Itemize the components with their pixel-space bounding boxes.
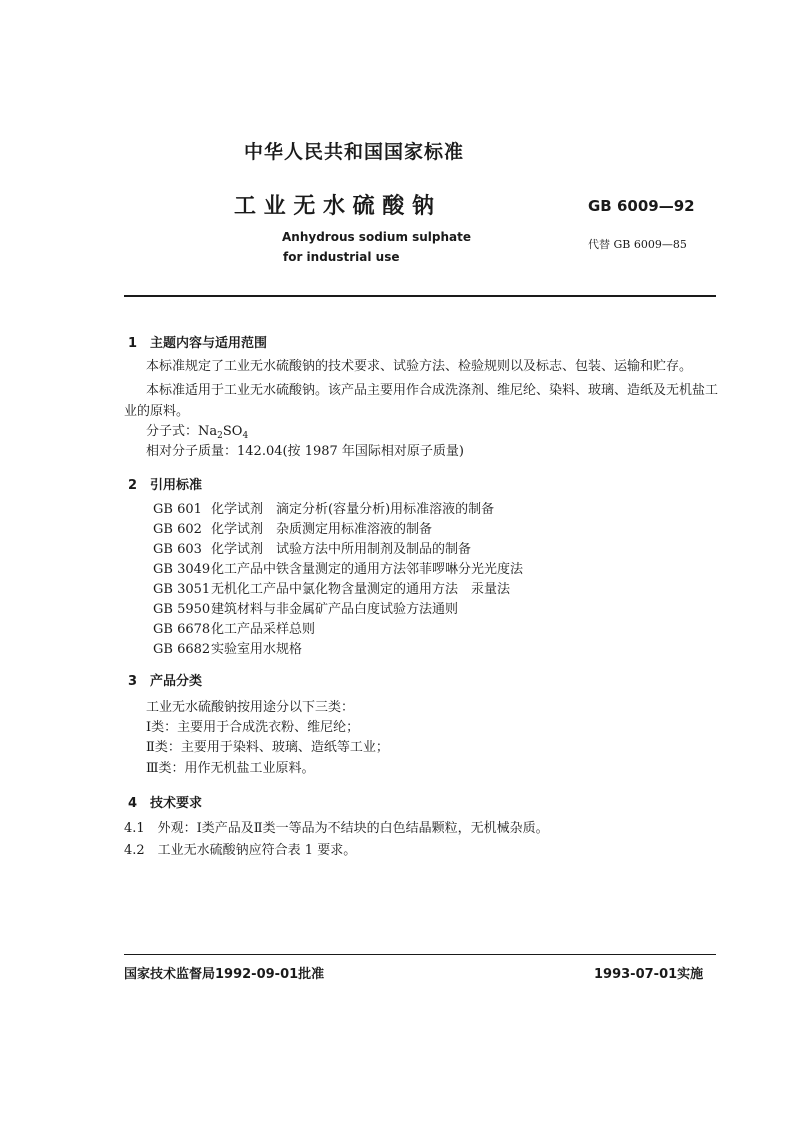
reference-item [153,542,523,562]
molecular-formula [146,424,248,440]
english-title-line2: for industrial use [283,250,400,264]
requirement-4-1: 4.1 外观：Ⅰ类产品及Ⅱ类一等品为不结块的白色结晶颗粒，无机械杂质。 [124,821,549,836]
section1-para2-line2: 业的原料。 [124,404,190,419]
class-2: Ⅱ类：主要用于染料、玻璃、造纸等工业； [146,740,389,755]
section3-heading: 3 产品分类 [128,674,203,689]
formula-so: SO [222,424,243,439]
reference-title: 无机化工产品中氯化物含量测定的通用方法 汞量法 [211,582,511,597]
formula-sub-4: 4 [242,431,249,441]
reference-title: 化工产品中铁含量测定的通用方法邻菲啰啉分光光度法 [211,562,524,577]
formula-sub-2: 2 [217,431,223,441]
requirement-4-2: 4.2 工业无水硫酸钠应符合表 1 要求。 [124,843,357,858]
section2-heading: 2 引用标准 [128,478,203,493]
section1-heading: 1 主题内容与适用范围 [128,336,268,351]
reference-title: 实验室用水规格 [211,642,303,657]
replaces-standard: 代替 GB 6009—85 [588,238,687,251]
formula-label: 分子式： [146,424,199,439]
classification-intro: 工业无水硫酸钠按用途分以下三类： [146,700,355,715]
reference-code: GB 601 [153,502,202,517]
document-title: 工 业 无 水 硫 酸 钠 [234,194,434,219]
reference-title: 化工产品采样总则 [211,622,316,637]
class-3: Ⅲ类：用作无机盐工业原料。 [146,761,315,776]
national-standard-title: 中华人民共和国国家标准 [244,141,465,163]
reference-code: GB 3051 [153,582,211,597]
standard-number: GB 6009—92 [588,197,695,215]
reference-title: 建筑材料与非金属矿产品白度试验方法通则 [211,602,459,617]
reference-code: GB 603 [153,542,202,557]
approval-statement: 国家技术监督局1992-09-01批准 [124,967,325,982]
reference-title: 化学试剂 滴定分析(容量分析)用标准溶液的制备 [211,502,495,517]
reference-item [153,582,523,602]
reference-title: 化学试剂 试验方法中所用制剂及制品的制备 [211,542,472,557]
section1-para1: 本标准规定了工业无水硫酸钠的技术要求、试验方法、检验规则以及标志、包装、运输和贮存。 [146,359,693,374]
formula-na: Na [198,424,218,439]
reference-list [153,502,523,662]
effective-date: 1993-07-01实施 [594,967,704,982]
reference-code: GB 6678 [153,622,211,637]
reference-item [153,562,523,582]
reference-item [153,622,523,642]
reference-item [153,602,523,622]
reference-item [153,642,523,662]
reference-item [153,522,523,542]
relative-molecular-mass: 相对分子质量：142.04(按 1987 年国际相对原子质量) [146,444,464,459]
reference-code: GB 3049 [153,562,211,577]
reference-code: GB 5950 [153,602,211,617]
reference-title: 化学试剂 杂质测定用标准溶液的制备 [211,522,433,537]
section1-para2-line1: 本标准适用于工业无水硫酸钠。该产品主要用作合成洗涤剂、维尼纶、染料、玻璃、造纸及无机盐工 [146,383,719,398]
reference-code: GB 602 [153,522,202,537]
class-1: Ⅰ类：主要用于合成洗衣粉、维尼纶； [146,720,360,735]
footer-rule [124,954,716,955]
header-rule [124,295,716,297]
reference-item [153,502,523,522]
english-title-line1: Anhydrous sodium sulphate [282,230,472,244]
section4-heading: 4 技术要求 [128,796,203,811]
reference-code: GB 6682 [153,642,211,657]
